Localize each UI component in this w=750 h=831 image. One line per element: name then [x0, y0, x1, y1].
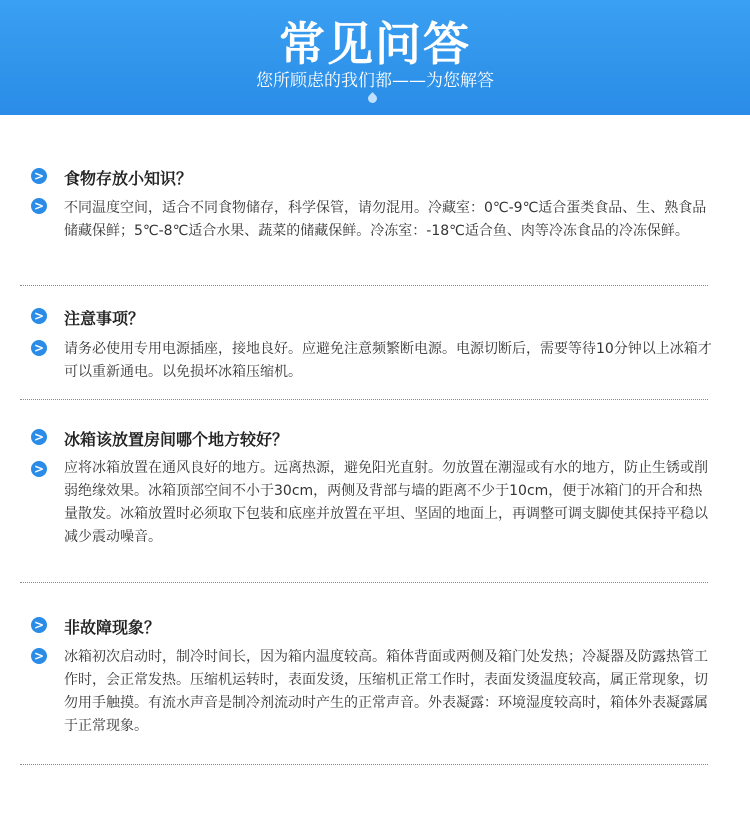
water-drop-icon	[366, 92, 379, 105]
page-title: 常见问答	[279, 17, 471, 71]
faq-question: 注意事项？	[64, 309, 145, 328]
chevron-right-icon: >	[31, 648, 47, 664]
faq-answer: 不同温度空间，适合不同食物储存，科学保管，请勿混用。冷藏室：0℃-9℃适合蛋类食品、生、熟食品储藏保鲜；5℃-8℃适合水果、蔬菜的储藏保鲜。冷冻室：-18℃适合鱼、肉等冷冻食品的冷冻保鲜。	[64, 200, 707, 239]
faq-question: 食物存放小知识？	[64, 169, 193, 188]
chevron-right-icon: >	[31, 429, 47, 445]
chevron-right-icon: >	[31, 198, 47, 214]
page-header	[0, 0, 750, 115]
chevron-right-icon: >	[31, 461, 47, 477]
faq-question: 非故障现象？	[64, 618, 161, 637]
faq-question: 冰箱该放置房间哪个地方较好？	[64, 430, 289, 449]
chevron-right-icon: >	[31, 340, 47, 356]
divider	[20, 399, 708, 400]
chevron-right-icon: >	[31, 308, 47, 324]
divider	[20, 764, 708, 765]
page-subtitle: 您所顾虑的我们都——为您解答	[256, 71, 494, 91]
faq-answer: 冰箱初次启动时，制冷时间长，因为箱内温度较高。箱体背面或两侧及箱门处发热；冷凝器及防露热管工作时，会正常发热。压缩机运转时，表面发烫，压缩机正常工作时，表面发烫温度较高，属正常现象，切勿用手触摸。有流水声音是制冷剂流动时产生的正常声音。外表凝露：环境湿度较高时，箱体外表凝露属于正常现象。	[64, 649, 708, 734]
divider	[20, 285, 708, 286]
faq-answer: 请务必使用专用电源插座，接地良好。应避免注意频繁断电源。电源切断后，需要等待10分钟以上冰箱才可以重新通电。以免损坏冰箱压缩机。	[64, 341, 712, 380]
faq-answer: 应将冰箱放置在通风良好的地方。远离热源，避免阳光直射。勿放置在潮湿或有水的地方，防止生锈或削弱绝缘效果。冰箱顶部空间不小于30cm，两侧及背部与墙的距离不少于10cm，便于冰箱门的开合和热量散发。冰箱放置时必须取下包装和底座并放置在平坦、坚固的地面上，再调整可调支脚使其保持平稳以减少震动噪音。	[64, 460, 708, 545]
chevron-right-icon: >	[31, 617, 47, 633]
chevron-right-icon: >	[31, 168, 47, 184]
divider	[20, 582, 708, 583]
